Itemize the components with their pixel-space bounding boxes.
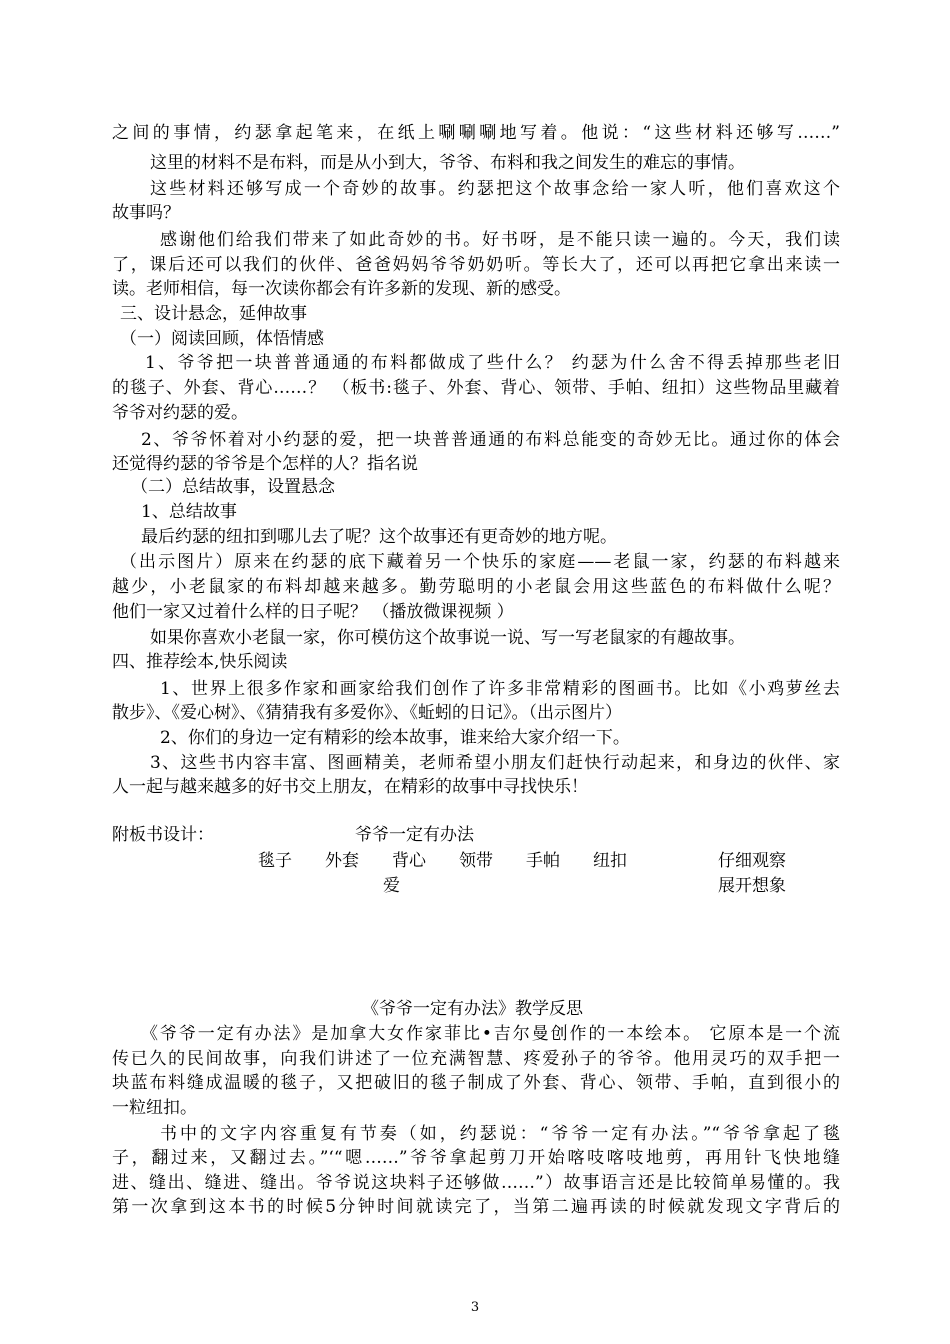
text-line: 之间的事情，约瑟拿起笔来，在纸上唰唰唰地写着。他说：“这些材料还够写……” — [112, 123, 840, 143]
text-line: 2、你们的身边一定有精彩的绘本故事，谁来给大家介绍一下。 — [160, 728, 630, 748]
board-item: 手帕 — [526, 851, 560, 871]
text-line: 第一次拿到这本书的时候5分钟时间就读完了，当第二遍再读的时候就发现文字背后的 — [112, 1197, 840, 1217]
text-line: 1、总结故事 — [141, 502, 237, 522]
subsection-heading: （二）总结故事，设置悬念 — [131, 477, 335, 497]
text-line: 散步》、《爱心树》、《猜猜我有多爱你》、《蚯蚓的日记》。（出示图片） — [112, 703, 622, 723]
board-item: 毯子 — [258, 851, 292, 871]
text-line: 故事吗？ — [112, 203, 180, 223]
text-line: 人一起与越来越多的好书交上朋友，在精彩的故事中寻找快乐！ — [112, 777, 588, 797]
section-heading: 四、推荐绘本,快乐阅读 — [112, 652, 288, 672]
text-line: 感谢他们给我们带来了如此奇妙的书。好书呀，是不能只读一遍的。今天，我们读 — [160, 230, 840, 250]
text-line: 这些材料还够写成一个奇妙的故事。约瑟把这个故事念给一家人听，他们喜欢这个 — [150, 179, 840, 199]
text-line: 《爷爷一定有办法》是加拿大女作家菲比•吉尔曼创作的一本绘本。 它原本是一个流 — [141, 1024, 840, 1044]
reflection-title: 《爷爷一定有办法》教学反思 — [362, 999, 583, 1019]
board-item: 纽扣 — [593, 851, 627, 871]
text-line: 书中的文字内容重复有节奏（如，约瑟说：“爷爷一定有办法。”“爷爷拿起了毯 — [160, 1124, 840, 1144]
page-number: 3 — [470, 1300, 480, 1315]
text-line: 了，课后还可以我们的伙伴、爸爸妈妈爷爷奶奶听。等长大了，还可以再把它拿出来读一 — [112, 255, 840, 275]
text-line: 子，翻过来，又翻过去。”‘“嗯……”爷爷拿起剪刀开始喀吱喀吱地剪，再用针飞快地缝 — [112, 1148, 840, 1168]
board-item: 领带 — [459, 851, 493, 871]
text-line: 还觉得约瑟的爷爷是个怎样的人？指名说 — [112, 454, 418, 474]
board-love: 爱 — [383, 876, 400, 896]
text-line: 块蓝布料缝成温暖的毯子，又把破旧的毯子制成了外套、背心、领带、手帕，直到很小的 — [112, 1073, 840, 1093]
text-line: 这里的材料不是布料，而是从小到大，爷爷、布料和我之间发生的难忘的事情。 — [150, 153, 745, 173]
text-line: 3、这些书内容丰富、图画精美，老师希望小朋友们赶快行动起来，和身边的伙伴、家 — [150, 753, 840, 773]
text-line: 1、世界上很多作家和画家给我们创作了许多非常精彩的图画书。比如《小鸡萝丝去 — [160, 679, 840, 699]
section-heading: 三、设计悬念，延伸故事 — [120, 304, 307, 324]
text-line: 爷爷对约瑟的爱。 — [112, 403, 248, 423]
board-note: 仔细观察 — [718, 851, 786, 871]
board-title: 爷爷一定有办法 — [355, 825, 474, 845]
text-line: 2、爷爷怀着对小约瑟的爱，把一块普普通通的布料总能变的奇妙无比。通过你的体会 — [141, 430, 840, 450]
text-line: （出示图片）原来在约瑟的底下藏着另一个快乐的家庭——老鼠一家，约瑟的布料越来 — [120, 552, 840, 572]
text-line: 进、缝出、缝进、缝出。爷爷说这块料子还够做……”）故事语言还是比较简单易懂的。我 — [112, 1173, 840, 1193]
text-line: 越少，小老鼠家的布料却越来越多。勤劳聪明的小老鼠会用这些蓝色的布料做什么呢？ — [112, 577, 840, 597]
text-line: 如果你喜欢小老鼠一家，你可模仿这个故事说一说、写一写老鼠家的有趣故事。 — [150, 628, 745, 648]
board-note: 展开想象 — [718, 876, 786, 896]
text-line: 1、爷爷把一块普普通通的布料都做成了些什么？ 约瑟为什么舍不得丢掉那些老旧 — [145, 353, 840, 373]
text-line: 的毯子、外套、背心……？ （板书:毯子、外套、背心、领带、手帕、纽扣）这些物品里藏着 — [112, 378, 840, 398]
subsection-heading: （一）阅读回顾，体悟情感 — [120, 329, 324, 349]
board-label: 附板书设计： — [112, 825, 214, 845]
text-line: 传已久的民间故事，向我们讲述了一位充满智慧、疼爱孙子的爷爷。他用灵巧的双手把一 — [112, 1049, 840, 1069]
board-item: 外套 — [325, 851, 359, 871]
text-line: 读。老师相信，每一次读你都会有许多新的发现、新的感受。 — [112, 279, 571, 299]
text-line: 他们一家又过着什么样的日子呢？ （播放微课视频 ） — [112, 602, 514, 622]
board-item: 背心 — [392, 851, 426, 871]
text-line: 一粒纽扣。 — [112, 1098, 197, 1118]
text-line: 最后约瑟的纽扣到哪儿去了呢？这个故事还有更奇妙的地方呢。 — [141, 527, 617, 547]
